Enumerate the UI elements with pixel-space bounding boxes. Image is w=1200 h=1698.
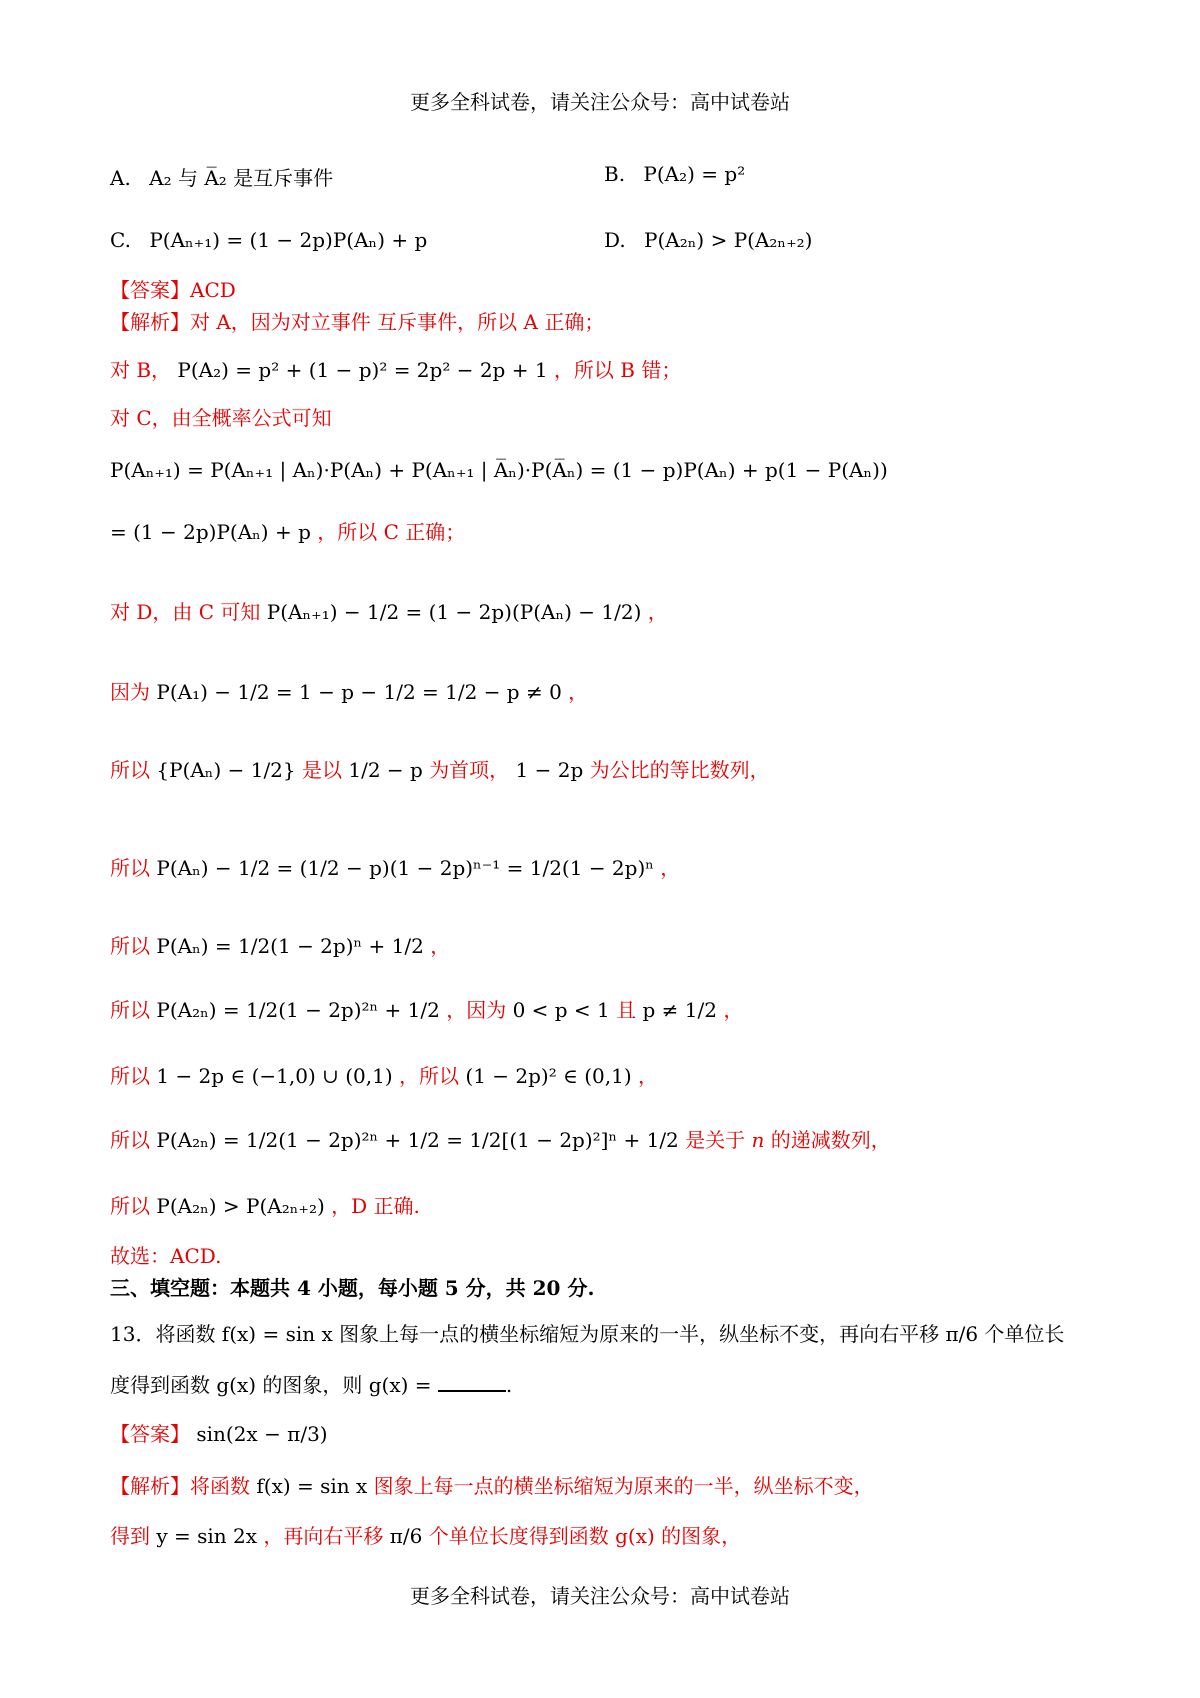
analysis-13-line-2-math: y = sin 2x [156,1524,258,1548]
analysis-12-line-13-n: n [751,1128,765,1152]
analysis-12-line-6-prefix: 对 D，由 C 可知 [110,600,261,624]
analysis-12-line-8-math-3: 1 − 2p [515,758,584,782]
option-d-text: P(A₂ₙ) > P(A₂ₙ₊₂) [644,228,813,252]
analysis-12-line-13 [110,1128,891,1152]
answer-13 [110,1422,328,1446]
question-13-line-2-prefix: 度得到函数 g(x) 的图象，则 g(x) = [110,1373,438,1397]
option-a-text: A₂ 与 A̅₂ 是互斥事件 [149,166,334,190]
analysis-12-line-5 [110,520,465,544]
analysis-12-line-9-prefix: 所以 [110,856,150,880]
answer-blank [438,1372,506,1392]
analysis-13-line-1 [110,1474,874,1498]
analysis-12-line-12-math-1: 1 − 2p ∈ (−1,0) ∪ (0,1) [156,1064,393,1088]
analysis-12-line-9-suffix: ， [660,856,681,880]
answer-12-label: 【答案】 [110,278,190,302]
analysis-12-line-6 [110,600,668,624]
analysis-12-line-5-math: = (1 − 2p)P(Aₙ) + p [110,520,311,544]
analysis-12-line-6-suffix: ， [647,600,668,624]
analysis-12-line-13-math: P(A₂ₙ) = 1/2(1 − 2p)²ⁿ + 1/2 = 1/2[(1 − 2p)²]ⁿ + 1/2 [156,1128,679,1152]
answer-12 [110,278,236,302]
analysis-12-line-13-mid: 是关于 [685,1128,746,1152]
analysis-13-line-2-suffix: 个单位长度得到函数 g(x) 的图象， [428,1524,742,1548]
analysis-12-line-12-prefix: 所以 [110,1064,150,1088]
analysis-12-line-11-suffix: ， [723,998,744,1022]
analysis-12-line-12-mid: ，所以 [399,1064,460,1088]
option-b [604,162,745,186]
question-13-line-2-suffix: . [505,1373,513,1397]
analysis-12-line-11-prefix: 所以 [110,998,150,1022]
analysis-12-line-10 [110,934,450,958]
page-footer: 更多全科试卷，请关注公众号：高中试卷站 [410,1584,790,1608]
analysis-12-line-4: P(Aₙ₊₁) = P(Aₙ₊₁ | Aₙ)·P(Aₙ) + P(Aₙ₊₁ | A̅ₙ)·P(A̅ₙ) = (1 − p)P(Aₙ) + p(1 − P(Aₙ)) [110,458,888,482]
option-c [110,228,427,252]
analysis-12-line-14-suffix: ，D 正确. [331,1194,420,1218]
analysis-13-line-2-prefix: 得到 [110,1524,150,1548]
page-header: 更多全科试卷，请关注公众号：高中试卷站 [410,90,790,114]
option-c-text: P(Aₙ₊₁) = (1 − 2p)P(Aₙ) + p [149,228,428,252]
analysis-12-line-11-math-1: P(A₂ₙ) = 1/2(1 − 2p)²ⁿ + 1/2 [156,998,440,1022]
option-a-label: A. [110,166,131,190]
analysis-13-line-1-prefix: 【解析】将函数 [110,1474,250,1498]
option-c-label: C. [110,228,131,252]
answer-12-value: ACD [190,278,236,302]
section-heading: 三、填空题：本题共 4 小题，每小题 5 分，共 20 分. [110,1276,595,1300]
question-13-line-2 [110,1372,512,1397]
analysis-12-line-12 [110,1064,658,1088]
analysis-12-line-9-math: P(Aₙ) − 1/2 = (1/2 − p)(1 − 2p)ⁿ⁻¹ = 1/2(1 − 2p)ⁿ [156,856,654,880]
analysis-12-line-8-mid-1: 是以 [302,758,342,782]
analysis-12-line-14-prefix: 所以 [110,1194,150,1218]
analysis-12-line-10-math: P(Aₙ) = 1/2(1 − 2p)ⁿ + 1/2 [156,934,424,958]
analysis-12-line-2-math: P(A₂) = p² + (1 − p)² = 2p² − 2p + 1 [177,358,548,382]
answer-13-label: 【答案】 [110,1422,190,1446]
analysis-12-line-2-prefix: 对 B， [110,358,172,382]
analysis-13-line-2 [110,1524,741,1548]
analysis-12-line-8-math-2: 1/2 − p [348,758,423,782]
option-b-label: B. [604,162,626,186]
question-13-line-1: 13．将函数 f(x) = sin x 图象上每一点的横坐标缩短为原来的一半，纵坐标不变，再向右平移 π/6 个单位长 [110,1322,1065,1346]
analysis-12-line-8-prefix: 所以 [110,758,150,782]
analysis-12-line-8 [110,758,770,782]
analysis-13-line-2-mid: ，再向右平移 [263,1524,384,1548]
analysis-12-line-2-suffix: ，所以 B 错； [553,358,682,382]
analysis-12-line-11-math-2: 0 < p < 1 [512,998,610,1022]
analysis-12-line-10-suffix: ， [430,934,451,958]
analysis-12-line-8-suffix: 为公比的等比数列， [589,758,770,782]
analysis-12-line-12-math-2: (1 − 2p)² ∈ (0,1) [465,1064,632,1088]
analysis-12-line-13-prefix: 所以 [110,1128,150,1152]
analysis-12-line-10-prefix: 所以 [110,934,150,958]
analysis-12-line-13-suffix: 的递减数列， [770,1128,891,1152]
analysis-12-line-7-prefix: 因为 [110,680,150,704]
option-d [604,228,812,252]
analysis-12-line-1: 【解析】对 A，因为对立事件 互斥事件，所以 A 正确； [110,310,605,334]
analysis-12-line-8-mid-2: 为首项， [429,758,510,782]
option-a [110,162,333,191]
analysis-12-line-12-suffix: ， [638,1064,659,1088]
analysis-12-line-11 [110,998,743,1022]
analysis-12-line-15: 故选：ACD. [110,1244,222,1268]
answer-13-value: sin(2x − π/3) [196,1422,328,1446]
analysis-12-line-14-math: P(A₂ₙ) > P(A₂ₙ₊₂) [156,1194,325,1218]
analysis-12-line-2 [110,358,681,382]
analysis-12-line-11-mid: ，因为 [446,998,507,1022]
analysis-12-line-8-math-1: {P(Aₙ) − 1/2} [156,758,296,782]
analysis-12-line-9 [110,856,680,880]
analysis-12-line-11-math-3: p ≠ 1/2 [642,998,717,1022]
analysis-12-line-5-suffix: ，所以 C 正确； [317,520,466,544]
analysis-12-line-7-math: P(A₁) − 1/2 = 1 − p − 1/2 = 1/2 − p ≠ 0 [156,680,562,704]
option-b-text: P(A₂) = p² [643,162,746,186]
analysis-12-line-11-mid-2: 且 [616,998,637,1022]
analysis-12-line-6-math: P(Aₙ₊₁) − 1/2 = (1 − 2p)(P(Aₙ) − 1/2) [266,600,642,624]
analysis-12-line-14 [110,1194,420,1218]
analysis-13-line-1-suffix: 图象上每一点的横坐标缩短为原来的一半，纵坐标不变， [373,1474,874,1498]
analysis-12-line-3: 对 C，由全概率公式可知 [110,406,332,430]
analysis-13-line-2-math-2: π/6 [389,1524,423,1548]
analysis-12-line-7-suffix: ， [568,680,589,704]
option-d-label: D. [604,228,626,252]
analysis-13-line-1-math: f(x) = sin x [256,1474,368,1498]
analysis-12-line-7 [110,680,588,704]
